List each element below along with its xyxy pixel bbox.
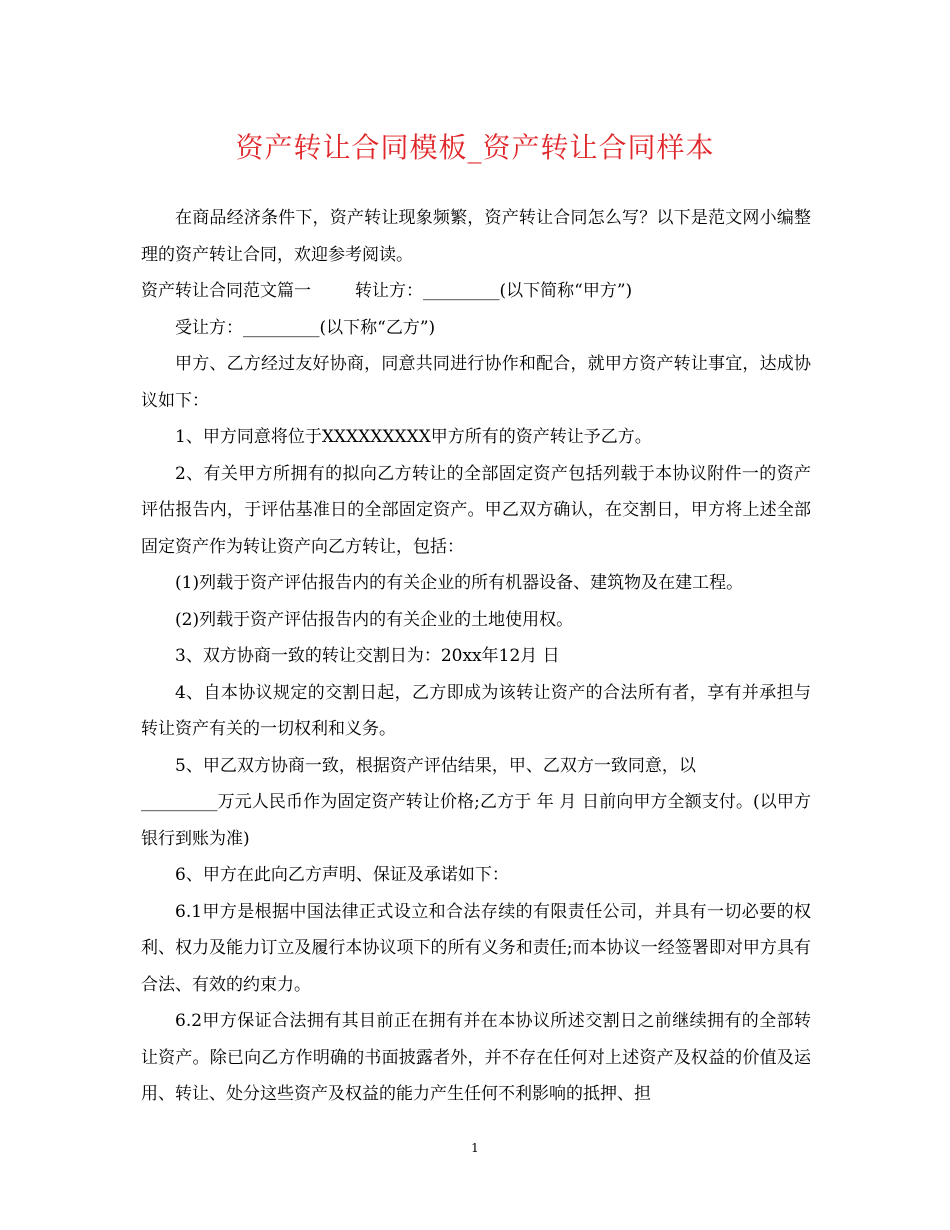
clause-6-1: 6.1甲方是根据中国法律正式设立和合法存续的有限责任公司，并具有一切必要的权利、权力及能力订立及履行本协议项下的所有义务和责任;而本协议一经签署即对甲方具有合法、有效的约束力。: [141, 901, 811, 995]
clause-5-rest: _________万元人民币作为固定资产转让价格;乙方于 年 月 日前向甲方全额支付。(以甲方银行到账为准): [141, 792, 811, 849]
clause-2-2: (2)列载于资产评估报告内的有关企业的土地使用权。: [175, 609, 574, 630]
clause-3: 3、双方协商一致的转让交割日为：20xx年12月 日: [175, 646, 560, 666]
intro-paragraph: 在商品经济条件下，资产转让现象频繁，资产转让合同怎么写？以下是范文网小编整理的资产转让合同，欢迎参考阅读。: [141, 208, 811, 265]
document-title: 资产转让合同模板_资产转让合同样本: [235, 131, 715, 164]
clause-1: 1、甲方同意将位于XXXXXXXXX甲方所有的资产转让予乙方。: [175, 427, 652, 447]
page-number: 1: [471, 1141, 479, 1155]
clause-6: 6、甲方在此向乙方声明、保证及承诺如下：: [175, 865, 509, 885]
agreement-paragraph: 甲方、乙方经过友好协商，同意共同进行协作和配合，就甲方资产转让事宜，达成协议如下：: [141, 354, 811, 411]
document-body: [141, 200, 811, 1113]
transferee-line: 受让方：_________(以下称“乙方”): [175, 317, 436, 338]
section-header-line: [141, 273, 811, 310]
clause-6-2: 6.2甲方保证合法拥有其目前正在拥有并在本协议所述交割日之前继续拥有的全部转让资产。除已向乙方作明确的书面披露者外，并不存在任何对上述资产及权益的价值及运用、转让、处分这些资产及权益的能力产生任何不利影响的抵押、担: [141, 1011, 811, 1104]
section-label: 资产转让合同范文篇一: [141, 281, 311, 301]
clause-2-1: (1)列载于资产评估报告内的有关企业的所有机器设备、建筑物及在建工程。: [175, 573, 744, 593]
clause-4: 4、自本协议规定的交割日起，乙方即成为该转让资产的合法所有者，享有并承担与转让资产有关的一切权利和义务。: [141, 682, 811, 739]
clause-2: 2、有关甲方所拥有的拟向乙方转让的全部固定资产包括列载于本协议附件一的资产评估报告内，于评估基准日的全部固定资产。甲乙双方确认，在交割日，甲方将上述全部固定资产作为转让资产向乙方转让，包括：: [141, 463, 811, 557]
clause-5-first-line: 5、甲乙双方协商一致，根据资产评估结果，甲、乙双方一致同意，以: [175, 755, 696, 776]
transferor-line: 转让方：_________(以下简称“甲方”): [355, 281, 633, 301]
